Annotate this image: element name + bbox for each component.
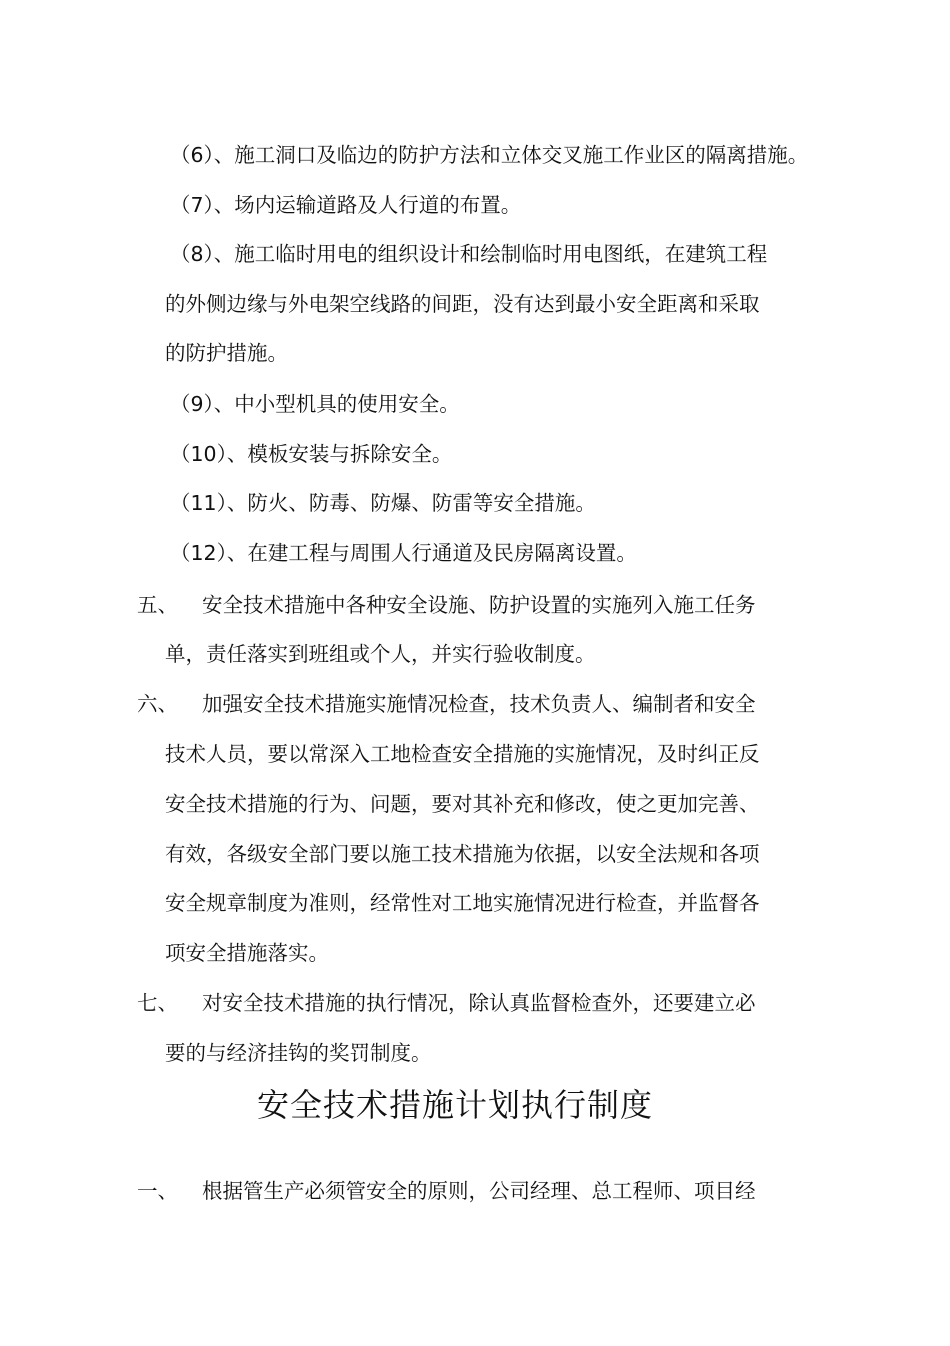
item-6: （6）、施工洞口及临边的防护方法和立体交叉施工作业区的隔离措施。 — [170, 143, 809, 167]
section-6-line-5: 安全规章制度为准则，经常性对工地实施情况进行检查，并监督各 — [165, 891, 760, 915]
section-6-line-4: 有效，各级安全部门要以施工技术措施为依据，以安全法规和各项 — [165, 842, 760, 866]
section-7-line-1: 对安全技术措施的执行情况，除认真监督检查外，还要建立必 — [202, 991, 756, 1015]
item-12: （12）、在建工程与周围人行通道及民房隔离设置。 — [170, 541, 637, 565]
section-5-line-1: 安全技术措施中各种安全设施、防护设置的实施列入施工任务 — [202, 593, 756, 617]
section-1-line-1: 根据管生产必须管安全的原则，公司经理、总工程师、项目经 — [202, 1179, 756, 1203]
section-7-line-2: 要的与经济挂钩的奖罚制度。 — [165, 1041, 432, 1065]
section-6-line-1: 加强安全技术措施实施情况检查，技术负责人、编制者和安全 — [202, 692, 756, 716]
section-6-number: 六、 — [137, 692, 178, 716]
item-8-line-1: （8）、施工临时用电的组织设计和绘制临时用电图纸，在建筑工程 — [170, 242, 768, 266]
section-6-line-3: 安全技术措施的行为、问题，要对其补充和修改，使之更加完善、 — [165, 792, 760, 816]
section-6-line-6: 项安全措施落实。 — [165, 941, 329, 965]
section-heading: 安全技术措施计划执行制度 — [256, 1086, 653, 1124]
section-6-line-2: 技术人员，要以常深入工地检查安全措施的实施情况，及时纠正反 — [165, 742, 760, 766]
item-8-line-3: 的防护措施。 — [165, 341, 288, 365]
item-8-line-2: 的外侧边缘与外电架空线路的间距，没有达到最小安全距离和采取 — [165, 292, 760, 316]
item-11: （11）、防火、防毒、防爆、防雷等安全措施。 — [170, 491, 596, 515]
item-9: （9）、中小型机具的使用安全。 — [170, 392, 460, 416]
section-5-line-2: 单，责任落实到班组或个人，并实行验收制度。 — [165, 642, 596, 666]
item-7: （7）、场内运输道路及人行道的布置。 — [170, 193, 522, 217]
section-7-number: 七、 — [137, 991, 178, 1015]
item-10: （10）、模板安装与拆除安全。 — [170, 442, 453, 466]
section-1-number: 一、 — [137, 1179, 178, 1203]
section-5-number: 五、 — [137, 593, 178, 617]
